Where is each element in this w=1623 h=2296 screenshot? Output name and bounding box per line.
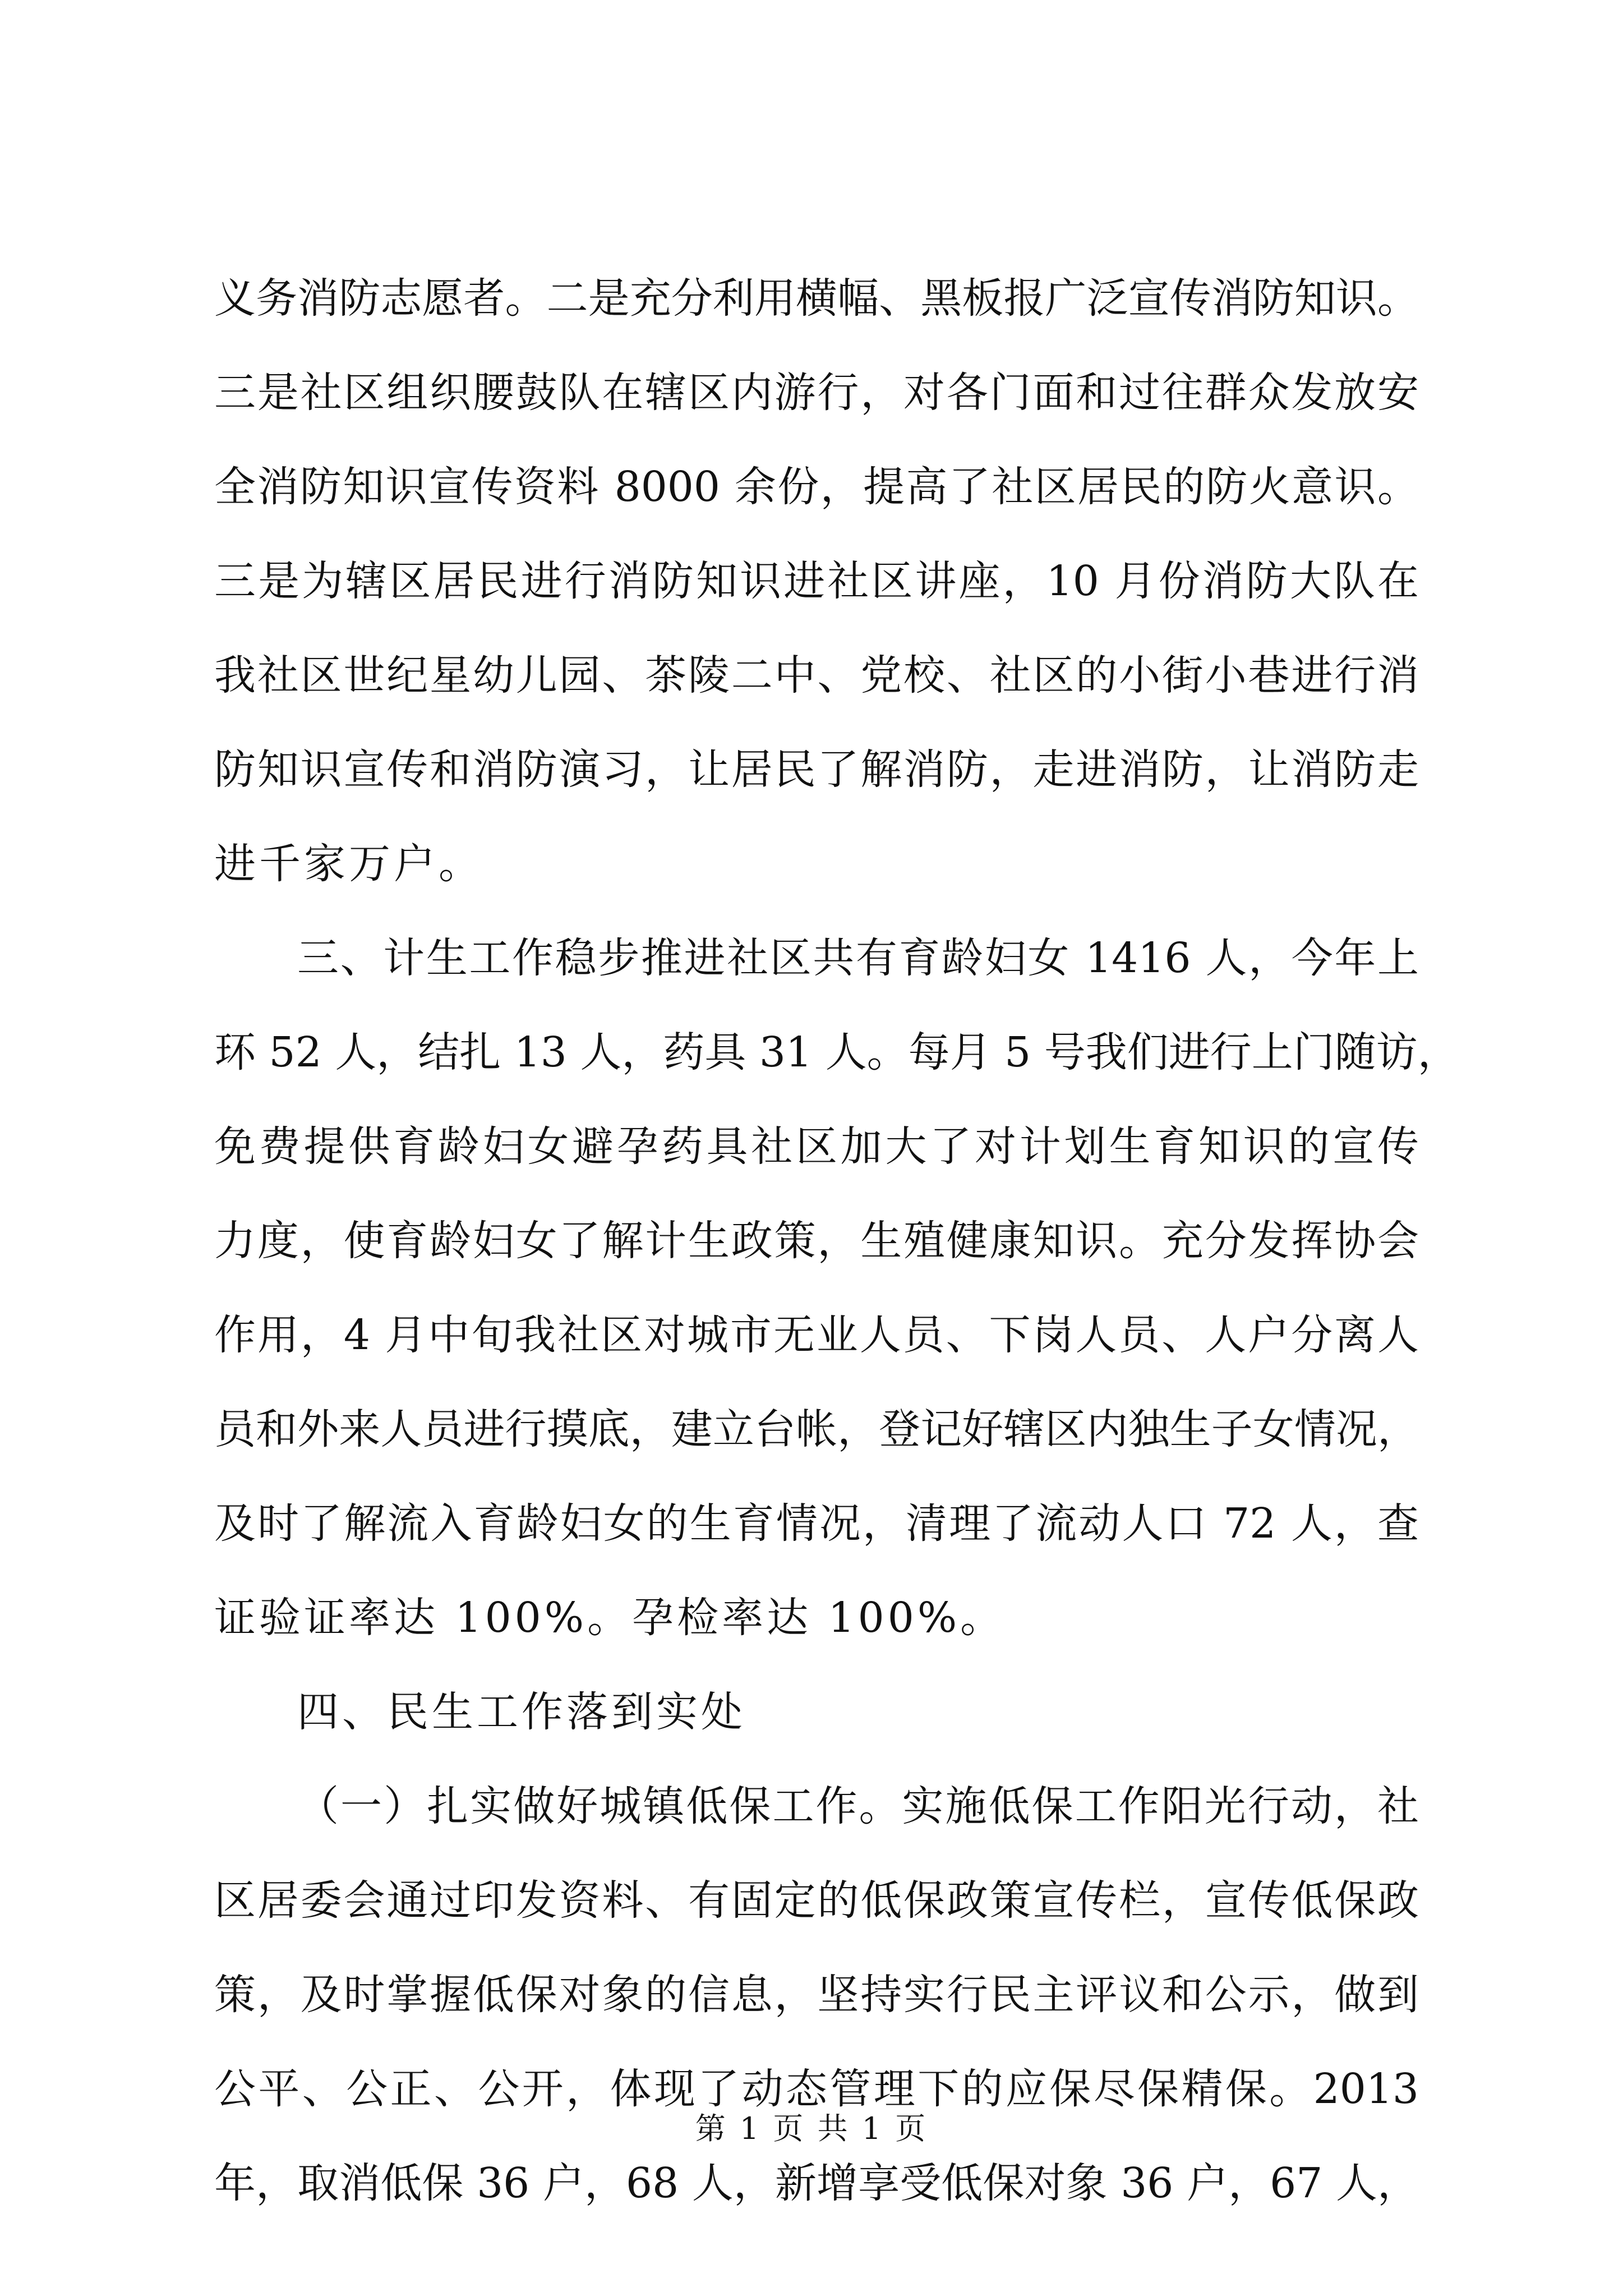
text-line: 义务消防志愿者。二是充分利用横幅、黑板报广泛宣传消防知识。 (214, 274, 1419, 323)
text-line: 环 52 人，结扎 13 人，药具 31 人。每月 5 号我们进行上门随访， (214, 1028, 1459, 1076)
text-line: 作用，4 月中旬我社区对城市无业人员、下岗人员、人户分离人 (214, 1311, 1419, 1359)
text-line: 防知识宣传和消防演习，让居民了解消防，走进消防，让消防走 (214, 746, 1419, 794)
text-line: 三是为辖区居民进行消防知识进社区讲座，10 月份消防大队在 (214, 557, 1419, 605)
text-line: 员和外来人员进行摸底，建立台帐，登记好辖区内独生子女情况， (214, 1405, 1419, 1453)
text-line: 免费提供育龄妇女避孕药具社区加大了对计划生育知识的宣传 (214, 1122, 1419, 1171)
text-line: 力度，使育龄妇女了解计生政策，生殖健康知识。充分发挥协会 (214, 1217, 1419, 1265)
text-line: 及时了解流入育龄妇女的生育情况，清理了流动人口 72 人，查 (214, 1499, 1419, 1548)
text-line: 证验证率达 100%。孕检率达 100%。 (214, 1594, 1006, 1642)
subsection-heading-line: （一）扎实做好城镇低保工作。实施低保工作阳光行动，社 (297, 1782, 1419, 1830)
text-line: 我社区世纪星幼儿园、茶陵二中、党校、社区的小街小巷进行消 (214, 651, 1419, 700)
text-line: 年，取消低保 36 户，68 人，新增享受低保对象 36 户，67 人， (214, 2159, 1419, 2207)
section-heading: 四、民生工作落到实处 (297, 1688, 746, 1736)
text-line: 三是社区组织腰鼓队在辖区内游行，对各门面和过往群众发放安 (214, 369, 1419, 417)
text-line: 进千家万户。 (214, 840, 483, 888)
text-line: 公平、公正、公开，体现了动态管理下的应保尽保精保。2013 (214, 2065, 1419, 2113)
section-heading-line: 三、计生工作稳步推进社区共有育龄妇女 1416 人，今年上 (297, 934, 1419, 982)
text-line: 全消防知识宣传资料 8000 余份，提高了社区居民的防火意识。 (214, 463, 1419, 511)
text-line: 区居委会通过印发资料、有固定的低保政策宣传栏，宣传低保政 (214, 1876, 1419, 1925)
page-footer: 第 1 页 共 1 页 (695, 2111, 928, 2146)
text-line: 策，及时掌握低保对象的信息，坚持实行民主评议和公示，做到 (214, 1971, 1419, 2019)
document-body (214, 251, 1459, 2230)
